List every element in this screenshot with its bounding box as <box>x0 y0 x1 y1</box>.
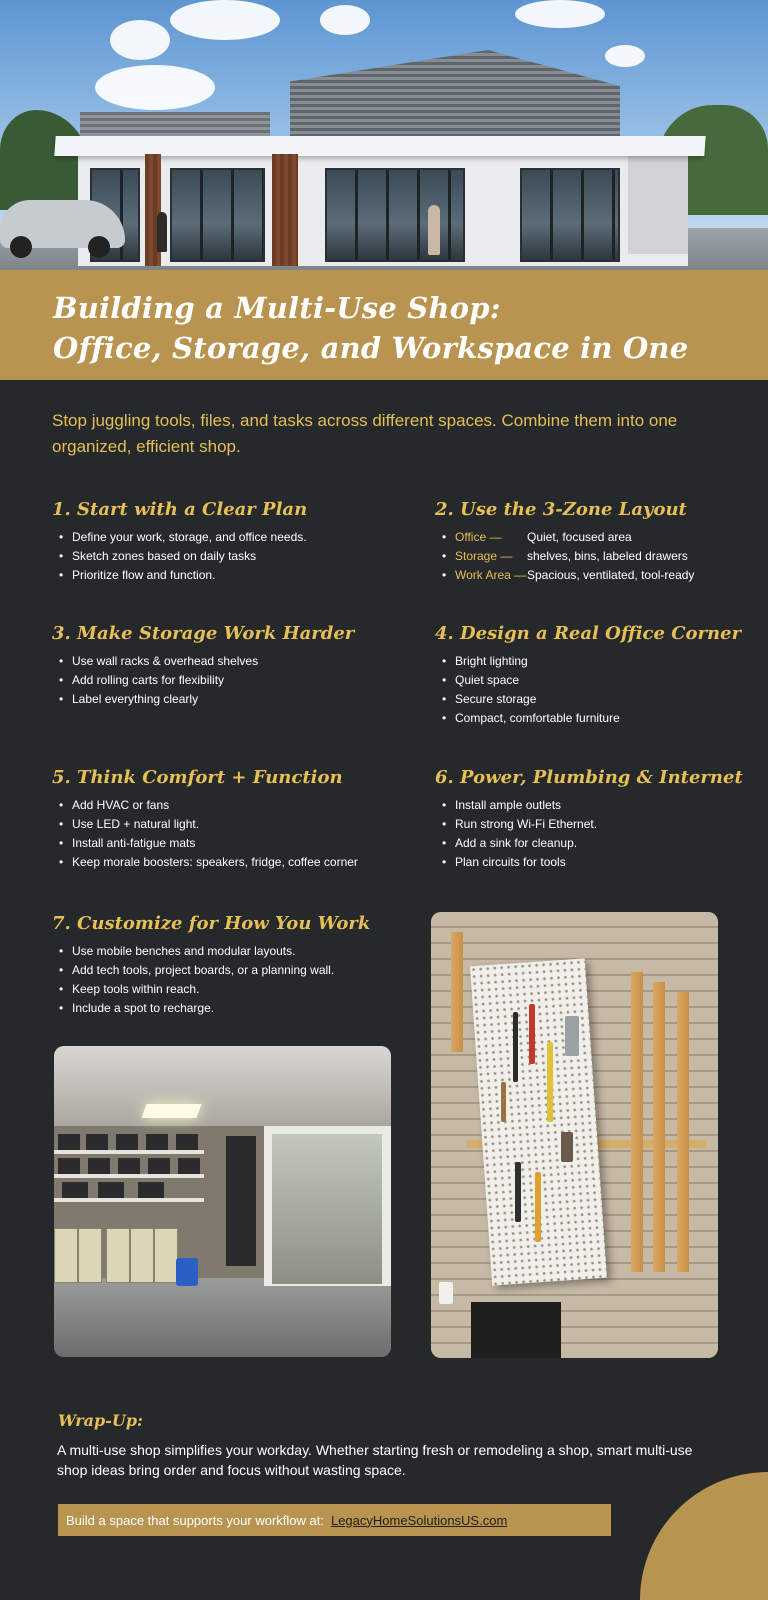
title-banner <box>0 270 768 380</box>
list-item: • Install ample outlets <box>435 796 765 815</box>
list-item: • Keep tools within reach. <box>52 980 382 999</box>
website-link[interactable]: LegacyHomeSolutionsUS.com <box>330 1512 508 1528</box>
list-item: • Use wall racks & overhead shelves <box>52 652 382 671</box>
section-heading: 3. Make Storage Work Harder <box>52 623 355 644</box>
bullet-list <box>52 796 382 872</box>
garage-interior-photo <box>54 1046 391 1357</box>
bullet-list <box>435 652 765 728</box>
list-item: • Include a spot to recharge. <box>52 999 382 1018</box>
bullet-list <box>435 796 765 872</box>
zone-text: shelves, bins, labeled drawers <box>527 549 688 563</box>
section-storage <box>52 622 382 709</box>
section-power-plumbing-internet <box>435 766 765 872</box>
list-item <box>435 528 765 547</box>
intro-text: Stop juggling tools, files, and tasks across different spaces. Combine them into one organized, efficient shop. <box>52 411 678 456</box>
list-item: • Bright lighting <box>435 652 765 671</box>
bullet-list <box>435 528 765 585</box>
list-item: • Add a sink for cleanup. <box>435 834 765 853</box>
cta-text: Build a space that supports your workflow at: <box>66 1512 324 1528</box>
list-item: • Add rolling carts for flexibility <box>52 671 382 690</box>
list-item: • Use LED + natural light. <box>52 815 382 834</box>
wrap-up-title: Wrap-Up: <box>58 1411 143 1430</box>
section-heading: 6. Power, Plumbing & Internet <box>435 767 743 788</box>
list-item: • Add HVAC or fans <box>52 796 382 815</box>
section-clear-plan <box>52 498 382 585</box>
section-heading: 2. Use the 3-Zone Layout <box>435 499 687 520</box>
section-heading: 4. Design a Real Office Corner <box>435 623 742 644</box>
title-line-1: Building a Multi-Use Shop: <box>53 291 501 325</box>
list-item: • Label everything clearly <box>52 690 382 709</box>
hero-building-photo <box>0 0 768 272</box>
bullet-list <box>52 528 382 585</box>
section-three-zone-layout <box>435 498 765 585</box>
pegboard-tool-wall-photo <box>431 912 718 1358</box>
list-item: • Keep morale boosters: speakers, fridge, coffee corner <box>52 853 382 872</box>
list-item: • Define your work, storage, and office needs. <box>52 528 382 547</box>
zone-label-work-area: Work Area — <box>455 568 527 582</box>
section-office-corner <box>435 622 765 728</box>
list-item: • Quiet space <box>435 671 765 690</box>
cta-banner <box>58 1504 611 1536</box>
list-item: • Secure storage <box>435 690 765 709</box>
list-item: • Sketch zones based on daily tasks <box>52 547 382 566</box>
list-item: • Prioritize flow and function. <box>52 566 382 585</box>
list-item: • Add tech tools, project boards, or a planning wall. <box>52 961 382 980</box>
list-item: • Install anti-fatigue mats <box>52 834 382 853</box>
zone-label-office: Office — <box>455 530 502 544</box>
zone-label-storage: Storage — <box>455 549 513 563</box>
section-comfort-function <box>52 766 382 872</box>
section-heading: 5. Think Comfort + Function <box>52 767 343 788</box>
section-heading: 1. Start with a Clear Plan <box>52 499 308 520</box>
bullet-list <box>52 942 382 1018</box>
zone-text: Spacious, ventilated, tool-ready <box>527 568 695 582</box>
list-item: • Compact, comfortable furniture <box>435 709 765 728</box>
zone-text: Quiet, focused area <box>527 530 632 544</box>
list-item: • Run strong Wi-Fi Ethernet. <box>435 815 765 834</box>
decorative-corner <box>640 1472 768 1600</box>
wrap-up-text: A multi-use shop simplifies your workday. Whether starting fresh or remodeling a shop, smart multi-use shop ideas bring order and focus without wasting space. <box>57 1442 693 1478</box>
bullet-list <box>52 652 382 709</box>
section-heading: 7. Customize for How You Work <box>52 913 371 934</box>
list-item: • Plan circuits for tools <box>435 853 765 872</box>
list-item <box>435 566 765 585</box>
list-item: • Use mobile benches and modular layouts. <box>52 942 382 961</box>
title-line-2: Office, Storage, and Workspace in One <box>53 331 689 365</box>
list-item <box>435 547 765 566</box>
section-customize <box>52 912 382 1018</box>
page-title <box>53 288 768 368</box>
